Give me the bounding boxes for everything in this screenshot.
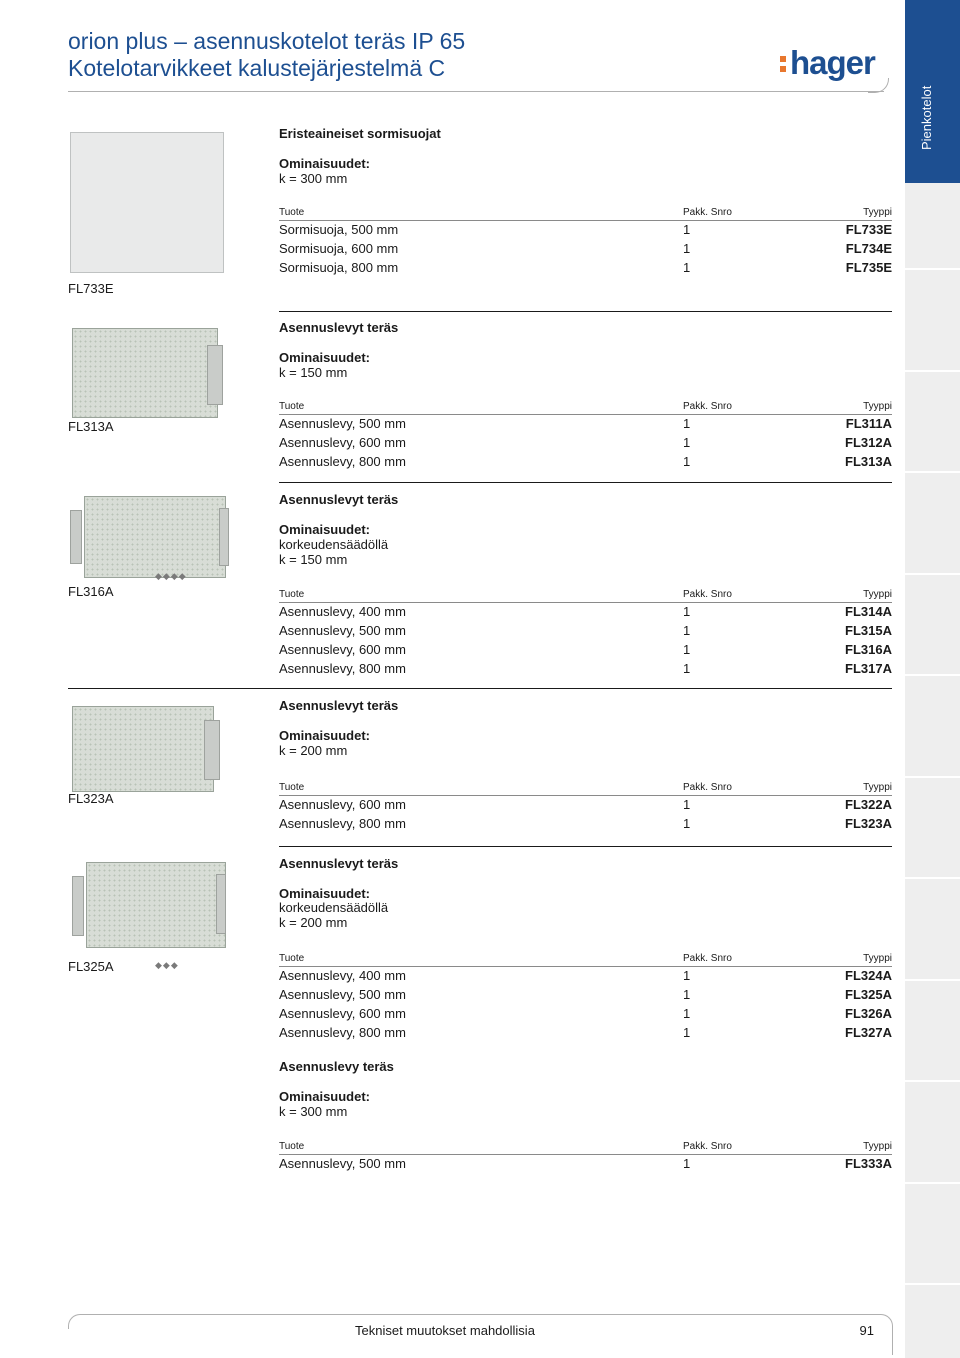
stripe-divider	[905, 1283, 960, 1285]
property-value: k = 200 mm	[279, 915, 348, 930]
cell-product: Asennuslevy, 400 mm	[279, 604, 406, 619]
column-header-pack: Pakk. Snro	[683, 207, 732, 218]
property-value: korkeudensäädöllä	[279, 537, 389, 552]
screws-icon: ◆◆◆◆	[155, 571, 187, 581]
stripe-divider	[905, 877, 960, 879]
cell-type: FL324A	[845, 968, 892, 983]
cell-product: Sormisuoja, 800 mm	[279, 260, 399, 275]
cell-type: FL311A	[845, 416, 892, 431]
mounting-plate-flange	[207, 345, 223, 405]
footer-note: Tekniset muutokset mahdollisia	[355, 1323, 535, 1338]
cell-pack: 1	[683, 797, 691, 812]
cell-pack: 1	[683, 454, 691, 469]
cell-type: FL333A	[845, 1156, 892, 1171]
cell-product: Asennuslevy, 500 mm	[279, 987, 406, 1002]
side-stripes	[905, 183, 960, 1358]
table-row	[279, 642, 892, 660]
column-header-pack: Pakk. Snro	[683, 1141, 732, 1152]
cell-type: FL322A	[845, 797, 892, 812]
column-header-pack: Pakk. Snro	[683, 953, 732, 964]
section-title: Asennuslevy teräs	[279, 1059, 394, 1074]
stripe-divider	[905, 776, 960, 778]
table-row	[279, 454, 892, 472]
cell-product: Asennuslevy, 800 mm	[279, 1025, 406, 1040]
column-header-type: Tyyppi	[863, 1141, 892, 1152]
section-divider	[279, 482, 892, 483]
page-title	[68, 28, 465, 82]
product-code: FL323A	[68, 791, 114, 806]
cell-product: Asennuslevy, 800 mm	[279, 454, 406, 469]
table-row	[279, 968, 892, 986]
stripe-divider	[905, 979, 960, 981]
column-header-pack: Pakk. Snro	[683, 589, 732, 600]
table-row	[279, 435, 892, 453]
stripe-divider	[905, 471, 960, 473]
cell-product: Sormisuoja, 500 mm	[279, 222, 399, 237]
column-header-type: Tyyppi	[863, 401, 892, 412]
page-title-line2: Kotelotarvikkeet kalustejärjestelmä C	[68, 55, 446, 81]
table-divider	[279, 414, 892, 415]
mounting-plate-flange	[204, 720, 220, 780]
mounting-plate-image	[86, 862, 226, 948]
property-value: k = 300 mm	[279, 171, 348, 186]
section-divider	[279, 311, 892, 312]
table-row	[279, 222, 892, 240]
cell-product: Asennuslevy, 500 mm	[279, 623, 406, 638]
column-header-product: Tuote	[279, 782, 305, 793]
column-header-product: Tuote	[279, 953, 305, 964]
footer-divider-curve	[68, 1314, 81, 1329]
cell-type: FL316A	[845, 642, 892, 657]
table-divider	[279, 966, 892, 967]
column-header-product: Tuote	[279, 401, 305, 412]
cell-pack: 1	[683, 623, 691, 638]
mounting-plate-image	[72, 328, 218, 418]
section-title: Eristeaineiset sormisuojat	[279, 126, 441, 141]
table-row	[279, 661, 892, 679]
cell-type: FL327A	[845, 1025, 892, 1040]
cell-product: Asennuslevy, 500 mm	[279, 416, 406, 431]
properties-heading: Ominaisuudet:	[279, 522, 371, 537]
hager-logo	[780, 44, 880, 84]
logo-dot-icon	[780, 66, 786, 72]
header-divider	[68, 91, 884, 92]
cell-pack: 1	[683, 435, 691, 450]
property-value: korkeudensäädöllä	[279, 900, 389, 915]
cell-pack: 1	[683, 260, 691, 275]
adjustment-rail-image	[70, 510, 82, 564]
table-divider	[279, 1154, 892, 1155]
properties-heading: Ominaisuudet:	[279, 728, 371, 743]
cell-pack: 1	[683, 661, 691, 676]
cell-type: FL733E	[845, 222, 892, 237]
page-title-line1: orion plus – asennuskotelot teräs IP 65	[68, 28, 466, 54]
cell-pack: 1	[683, 642, 691, 657]
logo-dot-icon	[780, 56, 786, 62]
cell-pack: 1	[683, 416, 691, 431]
cell-pack: 1	[683, 222, 691, 237]
screws-icon: ◆◆◆	[155, 960, 179, 970]
column-header-type: Tyyppi	[863, 953, 892, 964]
cell-type: FL314A	[845, 604, 892, 619]
page-number: 91	[859, 1323, 874, 1338]
table-row	[279, 260, 892, 278]
cell-product: Asennuslevy, 600 mm	[279, 1006, 406, 1021]
adjustment-rail-image	[72, 876, 84, 936]
cell-product: Asennuslevy, 800 mm	[279, 816, 406, 831]
cell-type: FL317A	[845, 661, 892, 676]
cell-product: Asennuslevy, 500 mm	[279, 1156, 406, 1171]
table-row	[279, 1156, 892, 1174]
properties-heading: Ominaisuudet:	[279, 156, 371, 171]
stripe-divider	[905, 1182, 960, 1184]
cell-pack: 1	[683, 968, 691, 983]
cell-pack: 1	[683, 241, 691, 256]
logo-text: hager	[790, 44, 875, 81]
side-tab	[905, 0, 960, 183]
cell-type: FL313A	[845, 454, 892, 469]
properties-heading: Ominaisuudet:	[279, 1089, 371, 1104]
section-title: Asennuslevyt teräs	[279, 320, 399, 335]
product-code: FL325A	[68, 959, 114, 974]
column-header-product: Tuote	[279, 207, 305, 218]
table-row	[279, 241, 892, 259]
footer-divider	[80, 1314, 880, 1315]
column-header-type: Tyyppi	[863, 207, 892, 218]
table-divider	[279, 795, 892, 796]
cell-product: Asennuslevy, 600 mm	[279, 797, 406, 812]
mounting-plate-image	[72, 706, 214, 792]
cell-product: Asennuslevy, 600 mm	[279, 642, 406, 657]
stripe-divider	[905, 573, 960, 575]
cell-product: Sormisuoja, 600 mm	[279, 241, 399, 256]
column-header-type: Tyyppi	[863, 589, 892, 600]
product-code: FL733E	[68, 281, 114, 296]
cell-pack: 1	[683, 604, 691, 619]
table-row	[279, 797, 892, 815]
cell-type: FL735E	[845, 260, 892, 275]
cell-type: FL734E	[845, 241, 892, 256]
table-divider	[279, 220, 892, 221]
cell-pack: 1	[683, 1156, 691, 1171]
table-row	[279, 604, 892, 622]
cell-type: FL323A	[845, 816, 892, 831]
column-header-pack: Pakk. Snro	[683, 782, 732, 793]
mounting-plate-image	[84, 496, 226, 578]
stripe-divider	[905, 674, 960, 676]
side-tab-label: Pienkotelot	[919, 85, 934, 150]
section-title: Asennuslevyt teräs	[279, 856, 399, 871]
cell-type: FL312A	[845, 435, 892, 450]
property-value: k = 200 mm	[279, 743, 348, 758]
column-header-product: Tuote	[279, 1141, 305, 1152]
product-code: FL313A	[68, 419, 114, 434]
table-row	[279, 416, 892, 434]
stripe-divider	[905, 268, 960, 270]
property-value: k = 150 mm	[279, 552, 348, 567]
cell-product: Asennuslevy, 400 mm	[279, 968, 406, 983]
section-title: Asennuslevyt teräs	[279, 698, 399, 713]
stripe-divider	[905, 370, 960, 372]
section-divider	[279, 846, 892, 847]
cell-pack: 1	[683, 987, 691, 1002]
property-value: k = 150 mm	[279, 365, 348, 380]
properties-heading: Ominaisuudet:	[279, 350, 371, 365]
cell-type: FL326A	[845, 1006, 892, 1021]
cell-product: Asennuslevy, 600 mm	[279, 435, 406, 450]
adjustment-rail-image	[219, 508, 229, 566]
stripe-divider	[905, 1080, 960, 1082]
section-divider	[68, 688, 892, 689]
header-divider-curve	[868, 78, 889, 93]
cell-pack: 1	[683, 816, 691, 831]
footer-divider-curve	[880, 1314, 893, 1355]
adjustment-rail-image	[216, 874, 226, 934]
cell-type: FL325A	[845, 987, 892, 1002]
table-row	[279, 623, 892, 641]
section-title: Asennuslevyt teräs	[279, 492, 399, 507]
cell-pack: 1	[683, 1025, 691, 1040]
cell-product: Asennuslevy, 800 mm	[279, 661, 406, 676]
product-code: FL316A	[68, 584, 114, 599]
column-header-pack: Pakk. Snro	[683, 401, 732, 412]
column-header-type: Tyyppi	[863, 782, 892, 793]
table-row	[279, 816, 892, 834]
cell-type: FL315A	[845, 623, 892, 638]
finger-guard-image	[70, 132, 224, 273]
table-row	[279, 1025, 892, 1043]
cell-pack: 1	[683, 1006, 691, 1021]
table-row	[279, 987, 892, 1005]
table-row	[279, 1006, 892, 1024]
column-header-product: Tuote	[279, 589, 305, 600]
properties-heading: Ominaisuudet:	[279, 886, 371, 901]
property-value: k = 300 mm	[279, 1104, 348, 1119]
table-divider	[279, 602, 892, 603]
